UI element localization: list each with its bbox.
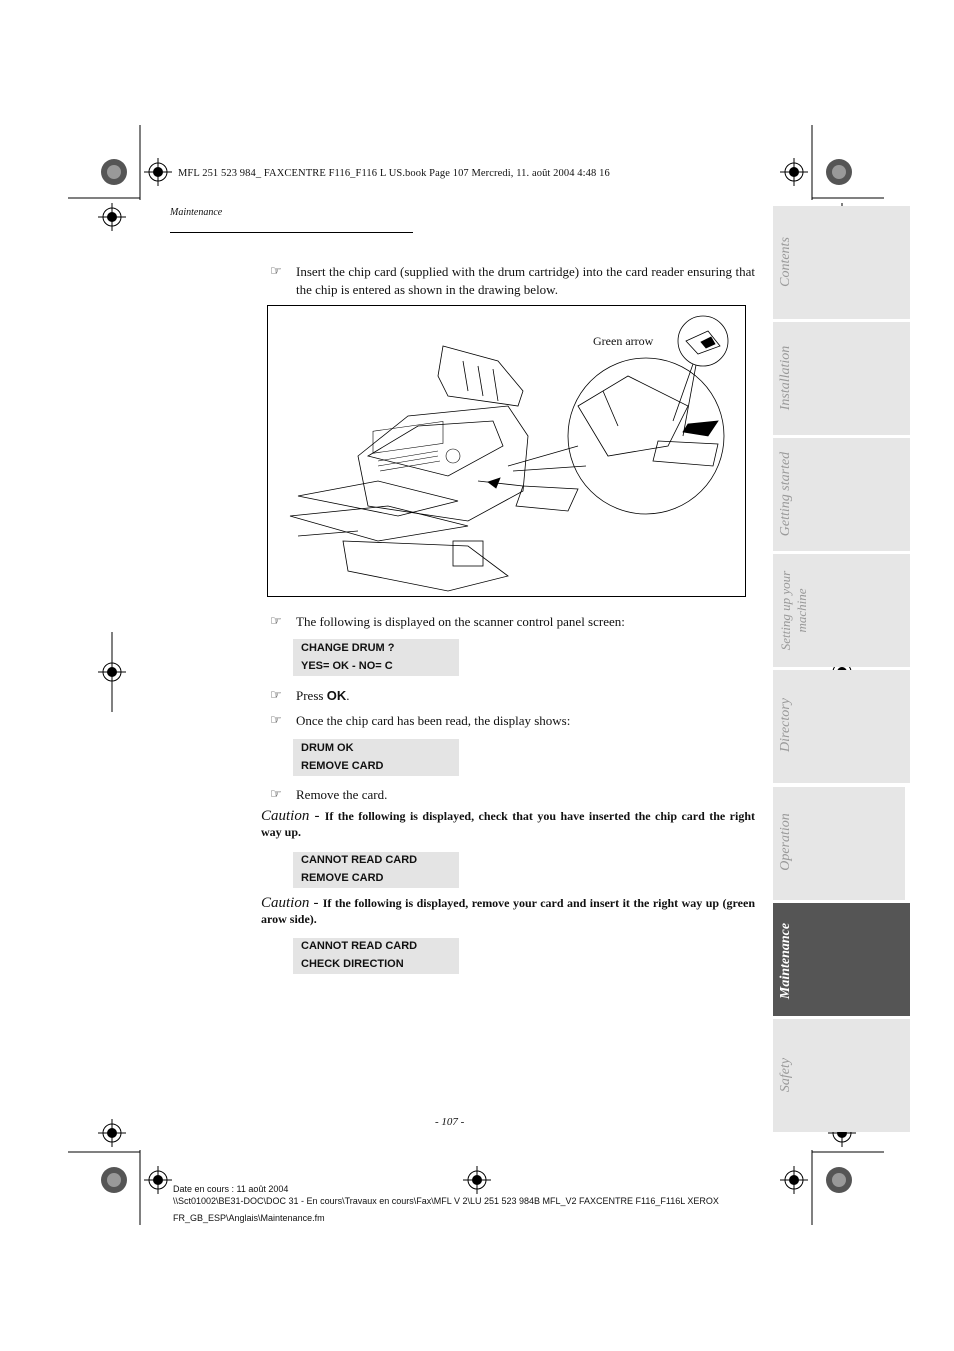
footer-path: \\Sct01002\BE31-DOC\DOC 31 - En cours\Travaux en cours\Fax\MFL V 2\LU 251 523 984B MFL_V2 FAXCENTRE F116_F116L XEROX bbox=[173, 1196, 719, 1206]
lcd-line: REMOVE CARD bbox=[301, 871, 384, 884]
lcd-line: CANNOT READ CARD bbox=[301, 940, 418, 952]
lcd-line: CHECK DIRECTION bbox=[301, 957, 404, 970]
lcd-cannot-read-remove bbox=[293, 852, 459, 888]
step-press-ok: ☞ Press OK. bbox=[270, 688, 350, 703]
figure-label-green-arrow: Green arrow bbox=[593, 334, 654, 348]
tab-getting-started[interactable]: Getting started bbox=[773, 438, 910, 551]
tab-installation[interactable]: Installation bbox=[773, 322, 910, 435]
page-number: - 107 - bbox=[435, 1116, 465, 1128]
pointing-hand-icon: ☞ bbox=[270, 787, 282, 802]
book-header: MFL 251 523 984_ FAXCENTRE F116_F116 L US.book Page 107 Mercredi, 11. août 2004 4:48 16 bbox=[178, 168, 610, 179]
lcd-drum-ok bbox=[293, 739, 459, 776]
chip-card-illustration bbox=[267, 305, 746, 597]
tab-safety[interactable]: Safety bbox=[773, 1019, 910, 1132]
lcd-line: DRUM OK bbox=[301, 742, 354, 754]
fax-machine-drawing bbox=[268, 306, 745, 596]
tab-operation[interactable]: Operation bbox=[773, 787, 905, 900]
pointing-hand-icon: ☞ bbox=[270, 614, 282, 629]
footer-date: Date en cours : 11 août 2004 bbox=[173, 1184, 289, 1194]
tab-directory[interactable]: Directory bbox=[773, 670, 910, 783]
tab-contents[interactable]: Contents bbox=[773, 206, 910, 319]
lcd-line: YES= OK - NO= C bbox=[301, 659, 393, 672]
caution-word: Caution - bbox=[261, 895, 323, 911]
running-head: Maintenance bbox=[170, 207, 223, 218]
caution-wrong-way: Caution - If the following is displayed, check that you have inserted the chip card the right way up. bbox=[261, 808, 755, 839]
step-remove-card: ☞ Remove the card. bbox=[270, 787, 388, 802]
ok-key-label: OK bbox=[326, 688, 347, 703]
caution-check-direction: Caution - If the following is displayed, remove your card and insert it the right way up (green arow side). bbox=[261, 895, 755, 926]
caution-word: Caution - bbox=[261, 808, 325, 824]
pointing-hand-icon: ☞ bbox=[270, 688, 282, 703]
header-rule bbox=[170, 232, 413, 233]
lcd-cannot-read-direction bbox=[293, 938, 459, 974]
tab-setting-up[interactable]: Setting up your machine bbox=[773, 554, 910, 667]
step-chip-read: ☞ Once the chip card has been read, the display shows: bbox=[270, 713, 571, 728]
step-insert-card: ☞ Insert the chip card (supplied with the drum cartridge) into the card reader ensuring that the chip is entered as shown in the drawing below. bbox=[270, 264, 755, 297]
lcd-line: REMOVE CARD bbox=[301, 759, 384, 772]
lcd-line: CHANGE DRUM ? bbox=[301, 642, 395, 654]
step-displayed: ☞ The following is displayed on the scanner control panel screen: bbox=[270, 614, 625, 629]
pointing-hand-icon: ☞ bbox=[270, 713, 282, 728]
lcd-change-drum bbox=[293, 639, 459, 676]
tab-maintenance[interactable]: Maintenance bbox=[773, 903, 910, 1016]
pointing-hand-icon: ☞ bbox=[270, 264, 282, 279]
footer-file: FR_GB_ESP\Anglais\Maintenance.fm bbox=[173, 1213, 325, 1223]
lcd-line: CANNOT READ CARD bbox=[301, 854, 418, 866]
